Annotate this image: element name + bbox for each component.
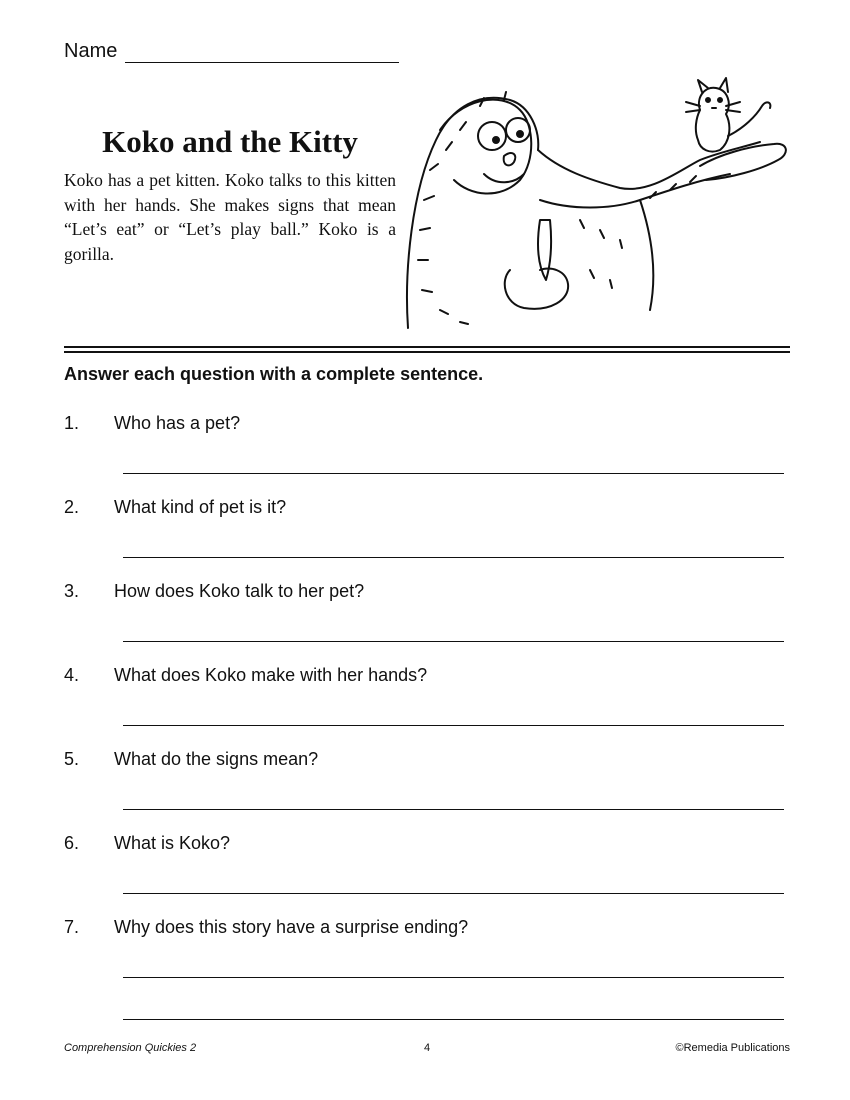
question-number: 4. (64, 665, 80, 685)
answer-line-5[interactable] (123, 809, 784, 810)
divider-bottom (64, 351, 790, 353)
answer-line-7a[interactable] (123, 977, 784, 978)
story-title: Koko and the Kitty (102, 124, 358, 159)
question-number: 6. (64, 833, 80, 853)
question-number: 3. (64, 581, 80, 601)
story-text: Koko has a pet kitten. Koko talks to this kitten with her hands. She makes signs that mean “Let’s eat” or “Let’s play ball.” Koko is a gorilla. (64, 170, 396, 264)
answer-line-7b[interactable] (123, 1019, 784, 1020)
question-number: 5. (64, 749, 80, 769)
answer-line-1[interactable] (123, 473, 784, 474)
question-text: What do the signs mean? (114, 749, 319, 769)
name-write-line[interactable] (125, 42, 399, 63)
answer-line-6[interactable] (123, 893, 784, 894)
question-text: What does Koko make with her hands? (114, 665, 428, 685)
name-field[interactable] (64, 40, 399, 63)
question-text: Why does this story have a surprise ending? (114, 917, 469, 937)
question-text: What is Koko? (114, 833, 231, 853)
answer-line-2[interactable] (123, 557, 784, 558)
name-label: Name (64, 40, 118, 62)
divider-top (64, 346, 790, 348)
question-number: 7. (64, 917, 80, 937)
question-text: What kind of pet is it? (114, 497, 287, 517)
instructions: Answer each question with a complete sentence. (64, 364, 484, 384)
question-number: 2. (64, 497, 80, 517)
footer-book-title: Comprehension Quickies 2 (64, 1042, 197, 1054)
page-number: 4 (423, 1042, 431, 1054)
gorilla-holding-kitten-illustration (400, 70, 795, 338)
answer-line-3[interactable] (123, 641, 784, 642)
question-text: How does Koko talk to her pet? (114, 581, 365, 601)
answer-line-4[interactable] (123, 725, 784, 726)
question-number: 1. (64, 413, 80, 433)
question-text: Who has a pet? (114, 413, 241, 433)
footer-publisher: ©Remedia Publications (675, 1042, 790, 1054)
